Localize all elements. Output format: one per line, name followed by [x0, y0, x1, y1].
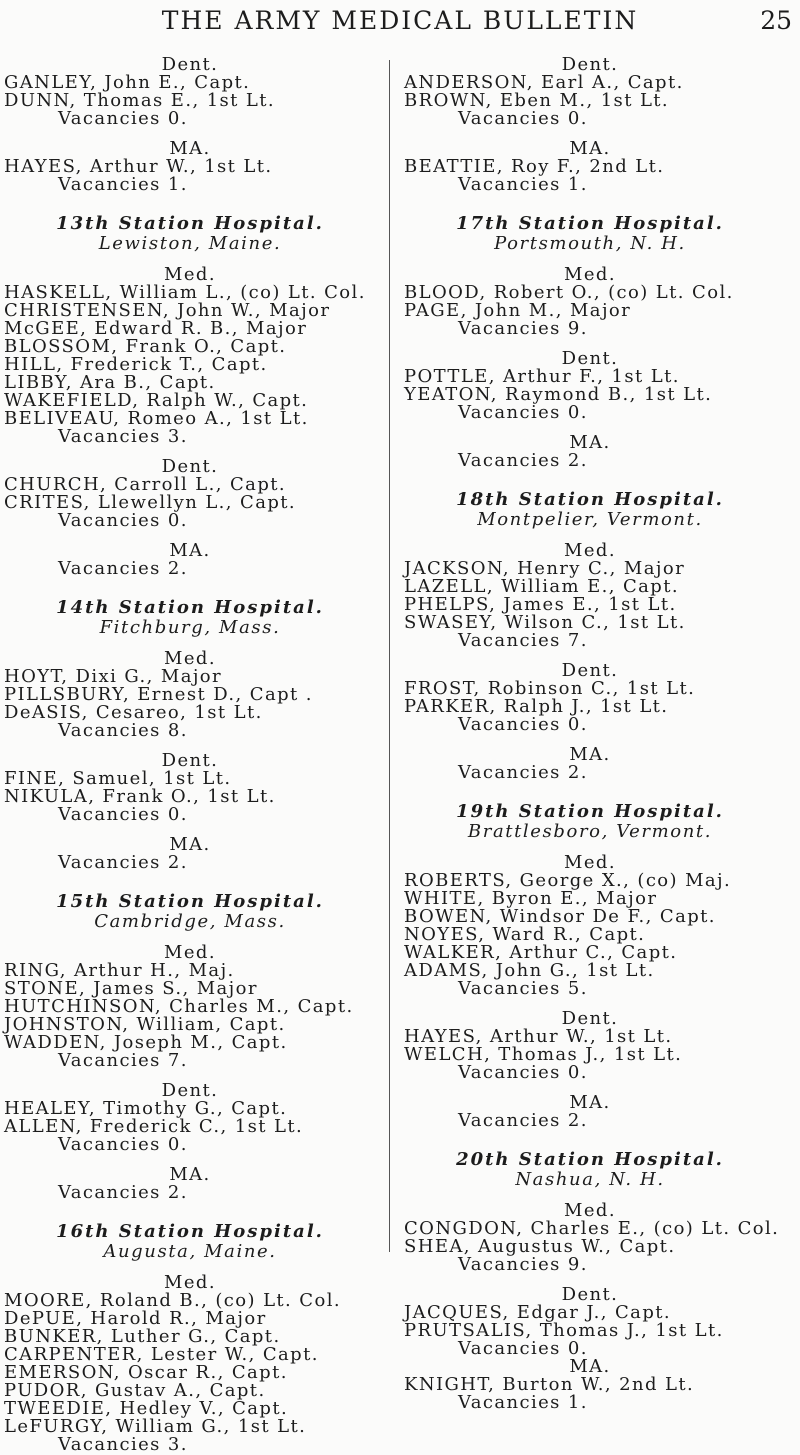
section-heading: MA.: [169, 138, 211, 159]
vacancies-count: Vacancies 2.: [58, 1182, 188, 1203]
roster-entry: CONGDON, Charles E., (co) Lt. Col.: [404, 1218, 780, 1239]
roster-entry: TWEEDIE, Hedley V., Capt.: [4, 1398, 289, 1419]
roster-entry: YEATON, Raymond B., 1st Lt.: [404, 384, 713, 405]
roster-entry: WHITE, Byron E., Major: [404, 888, 658, 909]
roster-entry: DePUE, Harold R., Major: [4, 1308, 267, 1329]
vacancies-count: Vacancies 1.: [458, 174, 588, 195]
hospital-title: 19th Station Hospital.: [456, 801, 724, 822]
roster-entry: KNIGHT, Burton W., 2nd Lt.: [404, 1374, 695, 1395]
section-heading: Dent.: [561, 54, 619, 75]
roster-entry: CHURCH, Carroll L., Capt.: [4, 474, 286, 495]
roster-entry: McGEE, Edward R. B., Major: [4, 318, 308, 339]
roster-entry: CHRISTENSEN, John W., Major: [4, 300, 331, 321]
roster-entry: NIKULA, Frank O., 1st Lt.: [4, 786, 276, 807]
roster-entry: RING, Arthur H., Maj.: [4, 960, 235, 981]
roster-entry: ADAMS, John G., 1st Lt.: [404, 960, 655, 981]
section-heading: Med.: [164, 264, 216, 285]
vacancies-count: Vacancies 0.: [58, 108, 188, 129]
vacancies-count: Vacancies 0.: [58, 1134, 188, 1155]
vacancies-count: Vacancies 8.: [58, 720, 188, 741]
roster-entry: BROWN, Eben M., 1st Lt.: [404, 90, 670, 111]
hospital-location: Nashua, N. H.: [515, 1169, 665, 1190]
hospital-title: 15th Station Hospital.: [56, 891, 324, 912]
roster-entry: PILLSBURY, Ernest D., Capt .: [4, 684, 313, 705]
vacancies-count: Vacancies 2.: [58, 852, 188, 873]
hospital-location: Cambridge, Mass.: [94, 911, 286, 932]
roster-entry: HEALEY, Timothy G., Capt.: [4, 1098, 288, 1119]
roster-entry: FINE, Samuel, 1st Lt.: [4, 768, 232, 789]
roster-entry: STONE, James S., Major: [4, 978, 258, 999]
bulletin-title: THE ARMY MEDICAL BULLETIN: [161, 6, 639, 35]
roster-entry: HILL, Frederick T., Capt.: [4, 354, 268, 375]
roster-entry: PHELPS, James E., 1st Lt.: [404, 594, 677, 615]
roster-entry: PRUTSALIS, Thomas J., 1st Lt.: [404, 1320, 724, 1341]
vacancies-count: Vacancies 0.: [458, 714, 588, 735]
section-heading: Dent.: [161, 750, 219, 771]
section-heading: Dent.: [161, 456, 219, 477]
hospital-location: Brattlesboro, Vermont.: [467, 821, 713, 842]
roster-entry: CRITES, Llewellyn L., Capt.: [4, 492, 297, 513]
hospital-title: 16th Station Hospital.: [56, 1221, 324, 1242]
section-heading: Dent.: [561, 348, 619, 369]
vacancies-count: Vacancies 2.: [458, 1110, 588, 1131]
roster-entry: EMERSON, Oscar R., Capt.: [4, 1362, 288, 1383]
section-heading: Med.: [164, 1272, 216, 1293]
roster-entry: CARPENTER, Lester W., Capt.: [4, 1344, 319, 1365]
hospital-title: 20th Station Hospital.: [456, 1149, 724, 1170]
roster-entry: BOWEN, Windsor De F., Capt.: [404, 906, 716, 927]
section-heading: MA.: [569, 432, 611, 453]
roster-entry: GANLEY, John E., Capt.: [4, 72, 251, 93]
roster-entry: WAKEFIELD, Ralph W., Capt.: [4, 390, 309, 411]
roster-entry: NOYES, Ward R., Capt.: [404, 924, 646, 945]
hospital-location: Portsmouth, N. H.: [494, 233, 686, 254]
section-heading: MA.: [169, 540, 211, 561]
roster-entry: SWASEY, Wilson C., 1st Lt.: [404, 612, 686, 633]
vacancies-count: Vacancies 0.: [458, 1338, 588, 1359]
hospital-title: 13th Station Hospital.: [56, 213, 324, 234]
section-heading: MA.: [569, 138, 611, 159]
vacancies-count: Vacancies 2.: [458, 762, 588, 783]
roster-entry: PAGE, John M., Major: [404, 300, 632, 321]
vacancies-count: Vacancies 3.: [58, 426, 188, 447]
roster-entry: HAYES, Arthur W., 1st Lt.: [4, 156, 273, 177]
column-divider: [389, 60, 390, 1252]
hospital-location: Montpelier, Vermont.: [477, 509, 703, 530]
section-heading: MA.: [569, 744, 611, 765]
hospital-title: 18th Station Hospital.: [456, 489, 724, 510]
section-heading: Med.: [564, 540, 616, 561]
roster-entry: HASKELL, William L., (co) Lt. Col.: [4, 282, 366, 303]
roster-entry: PARKER, Ralph J., 1st Lt.: [404, 696, 669, 717]
hospital-title: 17th Station Hospital.: [456, 213, 724, 234]
roster-entry: WADDEN, Joseph M., Capt.: [4, 1032, 288, 1053]
vacancies-count: Vacancies 0.: [58, 510, 188, 531]
roster-entry: ANDERSON, Earl A., Capt.: [404, 72, 684, 93]
roster-entry: LAZELL, William E., Capt.: [404, 576, 679, 597]
roster-entry: BUNKER, Luther G., Capt.: [4, 1326, 281, 1347]
hospital-location: Augusta, Maine.: [103, 1241, 277, 1262]
section-heading: Dent.: [561, 660, 619, 681]
vacancies-count: Vacancies 2.: [458, 450, 588, 471]
vacancies-count: Vacancies 9.: [458, 318, 588, 339]
section-heading: Med.: [564, 264, 616, 285]
roster-entry: ALLEN, Frederick C., 1st Lt.: [4, 1116, 304, 1137]
roster-entry: BEATTIE, Roy F., 2nd Lt.: [404, 156, 665, 177]
section-heading: Dent.: [161, 54, 219, 75]
vacancies-count: Vacancies 1.: [58, 174, 188, 195]
roster-entry: SHEA, Augustus W., Capt.: [404, 1236, 676, 1257]
roster-entry: MOORE, Roland B., (co) Lt. Col.: [4, 1290, 341, 1311]
hospital-location: Fitchburg, Mass.: [99, 617, 281, 638]
vacancies-count: Vacancies 0.: [458, 108, 588, 129]
roster-entry: BLOSSOM, Frank O., Capt.: [4, 336, 287, 357]
section-heading: MA.: [169, 1164, 211, 1185]
hospital-location: Lewiston, Maine.: [98, 233, 282, 254]
section-heading: Med.: [164, 648, 216, 669]
vacancies-count: Vacancies 7.: [458, 630, 588, 651]
vacancies-count: Vacancies 0.: [458, 1062, 588, 1083]
section-heading: Dent.: [561, 1284, 619, 1305]
vacancies-count: Vacancies 0.: [58, 804, 188, 825]
vacancies-count: Vacancies 0.: [458, 402, 588, 423]
vacancies-count: Vacancies 2.: [58, 558, 188, 579]
roster-entry: LeFURGY, William G., 1st Lt.: [4, 1416, 307, 1437]
vacancies-count: Vacancies 5.: [458, 978, 588, 999]
page-number: 25: [760, 6, 792, 35]
left-column: [0, 56, 380, 1454]
section-heading: MA.: [169, 834, 211, 855]
section-heading: MA.: [569, 1092, 611, 1113]
roster-entry: DeASIS, Cesareo, 1st Lt.: [4, 702, 263, 723]
roster-entry: LIBBY, Ara B., Capt.: [4, 372, 216, 393]
roster-entry: HOYT, Dixi G., Major: [4, 666, 223, 687]
right-column: [400, 56, 780, 1412]
roster-entry: POTTLE, Arthur F., 1st Lt.: [404, 366, 680, 387]
roster-entry: BLOOD, Robert O., (co) Lt. Col.: [404, 282, 734, 303]
roster-entry: HAYES, Arthur W., 1st Lt.: [404, 1026, 673, 1047]
roster-entry: PUDOR, Gustav A., Capt.: [4, 1380, 266, 1401]
section-heading: Med.: [564, 852, 616, 873]
section-heading: Dent.: [161, 1080, 219, 1101]
roster-entry: JOHNSTON, William, Capt.: [4, 1014, 286, 1035]
roster-entry: JACQUES, Edgar J., Capt.: [404, 1302, 671, 1323]
roster-entry: WELCH, Thomas J., 1st Lt.: [404, 1044, 683, 1065]
vacancies-count: Vacancies 7.: [58, 1050, 188, 1071]
section-heading: Med.: [564, 1200, 616, 1221]
roster-entry: BELIVEAU, Romeo A., 1st Lt.: [4, 408, 309, 429]
vacancies-count: Vacancies 1.: [458, 1392, 588, 1413]
section-heading: MA.: [569, 1356, 611, 1377]
roster-entry: ROBERTS, George X., (co) Maj.: [404, 870, 732, 891]
roster-entry: FROST, Robinson C., 1st Lt.: [404, 678, 696, 699]
page-header: [0, 0, 800, 44]
roster-entry: JACKSON, Henry C., Major: [404, 558, 686, 579]
roster-entry: DUNN, Thomas E., 1st Lt.: [4, 90, 276, 111]
roster-entry: WALKER, Arthur C., Capt.: [404, 942, 678, 963]
section-heading: Med.: [164, 942, 216, 963]
vacancies-count: Vacancies 3.: [58, 1434, 188, 1455]
hospital-title: 14th Station Hospital.: [56, 597, 324, 618]
roster-entry: HUTCHINSON, Charles M., Capt.: [4, 996, 354, 1017]
vacancies-count: Vacancies 9.: [458, 1254, 588, 1275]
section-heading: Dent.: [561, 1008, 619, 1029]
